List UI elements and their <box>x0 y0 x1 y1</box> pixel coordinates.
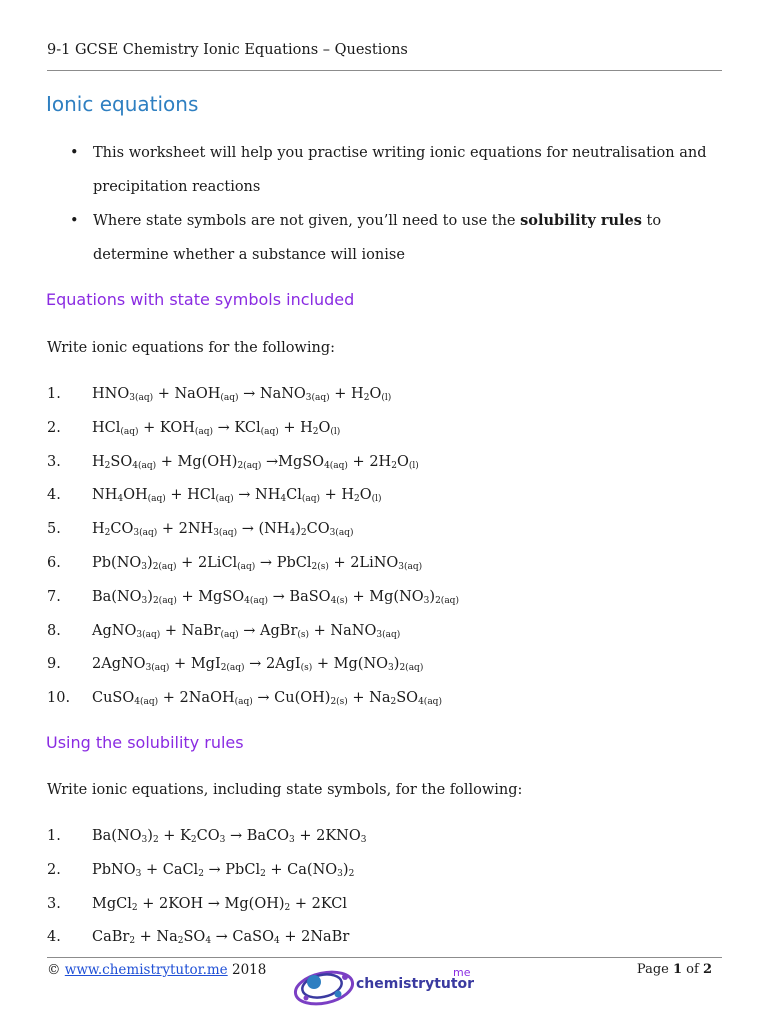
subscript: 2 <box>260 868 266 879</box>
subscript: (aq) <box>301 494 321 505</box>
formula-text: O <box>318 419 331 436</box>
formula-text: + Na <box>347 690 391 707</box>
subscript: 4(aq) <box>418 697 442 708</box>
formula-text: →MgSO <box>261 453 325 470</box>
equation-number: 9. <box>47 656 61 673</box>
formula-text: → BaCO <box>225 828 289 844</box>
formula-text: + NaOH <box>153 386 221 402</box>
formula-text: ) <box>393 656 400 673</box>
formula-text: MgCl <box>92 895 132 912</box>
intro-bullet-list <box>70 136 730 272</box>
equation-item <box>47 587 459 621</box>
section2-instruction: Write ionic equations, including state symbols, for the following: <box>47 782 523 798</box>
equation-number: 3. <box>47 453 61 470</box>
equation-item <box>47 894 366 928</box>
subscript: 2 <box>104 460 111 471</box>
subscript: 3 <box>337 868 343 879</box>
formula-text: + K <box>158 828 191 844</box>
chemistrytutor-logo <box>292 962 492 1012</box>
equation-number: 1. <box>47 386 61 402</box>
equation-number: 7. <box>47 588 61 605</box>
formula-text: Ba(NO <box>92 588 142 605</box>
formula-text: + Mg(NO <box>312 656 389 673</box>
equation-item <box>47 688 459 722</box>
formula-text: → 2AgI <box>244 656 301 673</box>
section1-equation-list <box>47 384 459 722</box>
equation-item <box>47 418 459 452</box>
subscript: 3(aq) <box>129 393 154 403</box>
formula-text: ) <box>147 554 153 571</box>
equation-item <box>47 519 459 553</box>
equation-text <box>92 690 442 706</box>
header-divider <box>47 70 722 71</box>
formula-text: → Cu(OH) <box>252 690 331 707</box>
subscript: 4(aq) <box>134 697 159 708</box>
bullet-text: This worksheet will help you practise writing ionic equations for neutralisation and precipitation reactions <box>93 145 707 195</box>
equation-text <box>92 555 422 571</box>
equation-item <box>47 654 459 688</box>
subscript: 3 <box>135 868 142 879</box>
equation-text <box>92 896 347 912</box>
subscript: 2 <box>198 868 204 879</box>
copyright-year: 2018 <box>231 962 267 978</box>
formula-text: → CaSO <box>211 929 274 946</box>
subscript: 3 <box>289 835 295 845</box>
equation-item <box>47 826 366 860</box>
formula-text: + NaBr <box>160 622 221 639</box>
copyright-symbol: © <box>47 962 61 978</box>
formula-text: AgNO <box>92 622 137 639</box>
subscript: 2(aq) <box>435 595 459 606</box>
subscript: 2 <box>129 936 136 947</box>
subscript: 4(s) <box>330 595 348 606</box>
equation-text <box>92 386 391 402</box>
subscript: 2 <box>363 393 370 403</box>
subscript: 2(aq) <box>152 561 177 572</box>
formula-text: → NH <box>233 487 281 504</box>
formula-text: Cl <box>286 487 302 504</box>
atom-logo-icon <box>292 962 362 1012</box>
equation-text <box>92 828 366 844</box>
page-label: Page <box>636 962 669 977</box>
subscript: 3 <box>141 835 148 845</box>
formula-text: + Mg(OH) <box>156 453 238 470</box>
subscript: (l) <box>381 393 392 403</box>
subscript: 2(aq) <box>220 663 245 674</box>
formula-text: + 2LiCl <box>176 554 238 571</box>
subscript: 3(aq) <box>398 561 423 572</box>
formula-text: + H <box>329 386 364 402</box>
page-of: of <box>686 962 699 977</box>
page-current: 1 <box>672 962 683 977</box>
subscript: (l) <box>408 460 419 471</box>
formula-text: + H <box>320 487 355 504</box>
subscript: 3 <box>219 835 226 845</box>
equation-number: 1. <box>47 828 61 844</box>
section1-heading: Equations with state symbols included <box>46 290 355 309</box>
equation-item <box>47 860 366 894</box>
formula-text: + Na <box>135 929 178 946</box>
subscript: 3 <box>360 835 367 845</box>
formula-text: O <box>396 453 409 470</box>
subscript: 2 <box>177 936 184 947</box>
formula-text: NH <box>92 487 118 504</box>
equation-number: 4. <box>47 929 61 946</box>
subscript: 3(aq) <box>133 528 158 539</box>
formula-text: ) <box>342 861 349 878</box>
subscript: 3(aq) <box>145 663 170 674</box>
section2-heading: Using the solubility rules <box>46 733 244 752</box>
formula-text: HNO <box>92 386 130 402</box>
subscript: (aq) <box>260 426 279 437</box>
subscript: 4 <box>289 528 296 539</box>
subscript: 2 <box>104 528 111 539</box>
bullet-bold-text: solubility rules <box>520 212 642 229</box>
equation-text <box>92 623 400 639</box>
subscript: 2 <box>300 528 307 539</box>
section2-equation-list <box>47 826 366 961</box>
subscript: (aq) <box>234 697 253 708</box>
subscript: 3(aq) <box>376 629 401 640</box>
formula-text: → PbCl <box>203 861 261 878</box>
intro-bullet-1 <box>70 136 730 204</box>
subscript: 2(aq) <box>152 595 177 606</box>
section1-instruction: Write ionic equations for the following: <box>47 340 335 356</box>
subscript: 3 <box>423 595 430 606</box>
equation-text <box>92 929 349 945</box>
formula-text: + CaCl <box>141 861 199 878</box>
logo-suffix: me <box>453 966 471 979</box>
equation-text <box>92 521 353 537</box>
formula-text: + 2NH <box>157 521 214 538</box>
bullet-text: Where state symbols are not given, you’ll need to use the <box>93 213 521 229</box>
equation-text <box>92 656 423 672</box>
subscript: (aq) <box>215 494 234 505</box>
subscript: 2 <box>348 868 355 879</box>
formula-text: H <box>92 521 105 538</box>
formula-text: H <box>92 453 105 470</box>
formula-text: → AgBr <box>238 622 298 639</box>
formula-text: + MgSO <box>176 588 245 605</box>
equation-number: 10. <box>47 690 71 707</box>
logo-text: chemistrytutor <box>356 976 475 992</box>
subscript: 4 <box>274 936 280 947</box>
page-number <box>637 962 712 977</box>
formula-text: → PbCl <box>255 554 312 571</box>
equation-item <box>47 485 459 519</box>
equation-text <box>92 862 354 878</box>
subscript: 3(aq) <box>136 629 161 640</box>
subscript: (aq) <box>220 393 239 403</box>
formula-text: SO <box>396 690 419 707</box>
formula-text: → BaSO <box>268 588 331 605</box>
page-total: 2 <box>702 962 712 977</box>
subscript: 4(aq) <box>132 460 157 471</box>
subscript: (s) <box>297 629 310 640</box>
subscript: 2 <box>390 697 397 708</box>
subscript: 2 <box>284 902 291 913</box>
subscript: 3(aq) <box>213 528 238 539</box>
formula-text: CuSO <box>92 690 135 707</box>
website-link[interactable]: www.chemistrytutor.me <box>64 962 228 978</box>
subscript: 4(aq) <box>324 460 348 471</box>
formula-text: ) <box>147 588 153 605</box>
formula-text: OH <box>123 487 148 504</box>
formula-text: CaBr <box>92 929 130 946</box>
equation-text <box>92 454 419 470</box>
intro-bullet-2 <box>70 204 730 272</box>
subscript: 3 <box>388 663 394 674</box>
equation-number: 3. <box>47 895 61 912</box>
subscript: 2 <box>152 835 159 845</box>
subscript: 2(aq) <box>237 460 262 471</box>
formula-text: Pb(NO <box>92 554 142 571</box>
subscript: 3(aq) <box>305 393 330 403</box>
subscript: 2 <box>131 902 138 913</box>
subscript: (l) <box>371 494 382 505</box>
subscript: 2 <box>190 835 197 845</box>
formula-text: CO <box>110 521 134 538</box>
formula-text: HCl <box>92 419 121 436</box>
equation-item <box>47 553 459 587</box>
formula-text: CO <box>196 828 220 844</box>
subscript: 2 <box>312 426 319 437</box>
formula-text: Ba(NO <box>92 828 142 844</box>
formula-text: + 2KCl <box>290 895 348 912</box>
footer-copyright <box>47 962 266 978</box>
formula-text: → NaNO <box>238 386 306 402</box>
subscript: 2 <box>354 494 360 505</box>
formula-text: O <box>359 487 372 504</box>
formula-text: → (NH <box>237 521 290 538</box>
formula-text: + Ca(NO <box>265 861 338 878</box>
equation-number: 5. <box>47 521 61 538</box>
formula-text: + 2LiNO <box>328 554 399 571</box>
subscript: 2(s) <box>311 561 329 572</box>
formula-text: PbNO <box>92 861 136 878</box>
formula-text: SO <box>110 453 133 470</box>
equation-number: 8. <box>47 622 61 639</box>
formula-text: ) <box>147 828 153 844</box>
formula-text: + 2KNO <box>294 828 361 844</box>
formula-text: → KCl <box>213 419 261 436</box>
subscript: (aq) <box>220 629 239 640</box>
formula-text: + 2KOH → Mg(OH) <box>137 895 285 912</box>
subscript: (aq) <box>237 561 256 572</box>
footer-divider <box>47 957 722 958</box>
subscript: 3(aq) <box>329 528 354 539</box>
formula-text: + H <box>278 419 313 436</box>
subscript: (aq) <box>194 426 214 437</box>
subscript: 3 <box>141 561 148 572</box>
equation-number: 6. <box>47 554 61 571</box>
formula-text: + Mg(NO <box>347 588 424 605</box>
subscript: 3 <box>141 595 148 606</box>
equation-number: 4. <box>47 487 61 504</box>
equation-text <box>92 487 382 503</box>
equation-text <box>92 420 340 436</box>
formula-text: ) <box>429 588 436 605</box>
formula-text: CO <box>306 521 330 538</box>
formula-text: + NaNO <box>309 622 377 639</box>
subscript: 4 <box>205 936 212 947</box>
equation-item <box>47 384 459 418</box>
equation-text <box>92 589 459 605</box>
formula-text: SO <box>183 929 206 946</box>
subscript: (aq) <box>120 426 139 437</box>
formula-text: ) <box>295 521 301 538</box>
equation-number: 2. <box>47 419 61 436</box>
page-heading: Ionic equations <box>46 92 199 116</box>
bullet-text-after: to determine whether a substance will ionise <box>93 213 662 263</box>
subscript: 4 <box>280 494 287 505</box>
subscript: 2(aq) <box>399 663 424 674</box>
formula-text: + 2H <box>347 453 392 470</box>
formula-text: + KOH <box>138 419 195 436</box>
subscript: 4(aq) <box>244 595 269 606</box>
formula-text: + MgI <box>169 656 221 673</box>
subscript: (aq) <box>147 494 166 505</box>
equation-item <box>47 452 459 486</box>
header-title: 9-1 GCSE Chemistry Ionic Equations – Questions <box>47 42 408 58</box>
formula-text: O <box>369 386 382 402</box>
formula-text: + 2NaOH <box>158 690 235 707</box>
subscript: 2 <box>391 460 397 471</box>
formula-text: 2AgNO <box>92 656 146 673</box>
formula-text: + 2NaBr <box>279 929 350 946</box>
subscript: (s) <box>300 663 313 674</box>
equation-item <box>47 621 459 655</box>
equation-number: 2. <box>47 861 61 878</box>
subscript: 2(s) <box>330 697 348 708</box>
formula-text: + HCl <box>165 487 216 504</box>
subscript: 4 <box>117 494 124 505</box>
subscript: (l) <box>330 426 341 437</box>
